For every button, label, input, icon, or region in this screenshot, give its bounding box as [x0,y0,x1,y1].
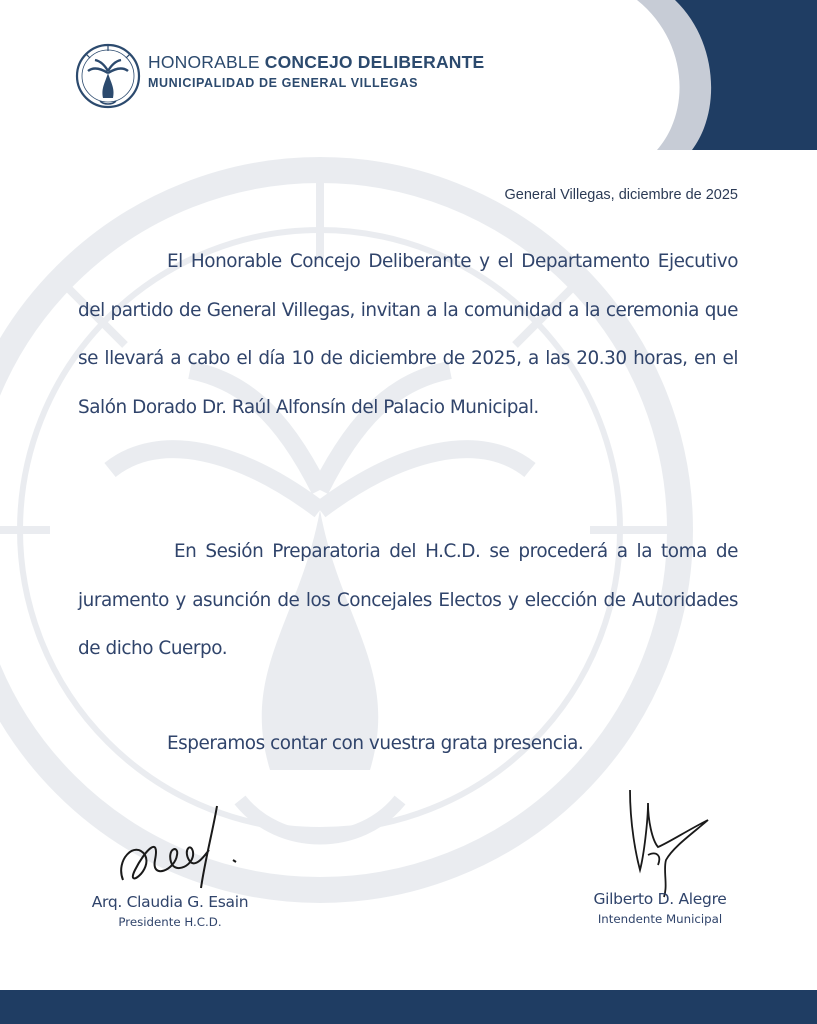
footer-bar [0,990,817,1024]
signature-left-icon [105,800,255,900]
header-corner-decoration [617,0,817,150]
signature-block-president [60,893,280,929]
paragraph-invitation: El Honorable Concejo Deliberante y el Departamento Ejecutivo del partido de General Villegas, invitan a la comunidad a la ceremonia que se llevará a cabo el día 10 de diciembre de 2025, a las 20.30 horas, en el Salón Dorado Dr. Raúl Alfonsín del Palacio Municipal. [78,251,738,418]
organization-name-light: HONORABLE [148,52,265,72]
signatory-role: Intendente Municipal [597,912,723,926]
paragraph-closing: Esperamos contar con vuestra grata presencia. [167,733,584,754]
dateline: General Villegas, diciembre de 2025 [504,187,738,203]
organization-name-bold: CONCEJO DELIBERANTE [264,52,485,72]
signature-right-icon [618,785,728,905]
organization-header [148,52,484,90]
signatory-name: Arq. Claudia G. Esain [91,893,249,911]
seal-emblem-icon [74,38,142,114]
organization-name [148,52,484,73]
signatory-role: Presidente H.C.D. [118,915,222,929]
signatory-name: Gilberto D. Alegre [593,890,727,908]
signature-block-mayor [560,890,760,926]
paragraph-session: En Sesión Preparatoria del H.C.D. se procederá a la toma de juramento y asunción de los Concejales Electos y elección de Autoridades de dicho Cuerpo. [78,541,738,659]
organization-subtitle: MUNICIPALIDAD DE GENERAL VILLEGAS [148,76,419,90]
